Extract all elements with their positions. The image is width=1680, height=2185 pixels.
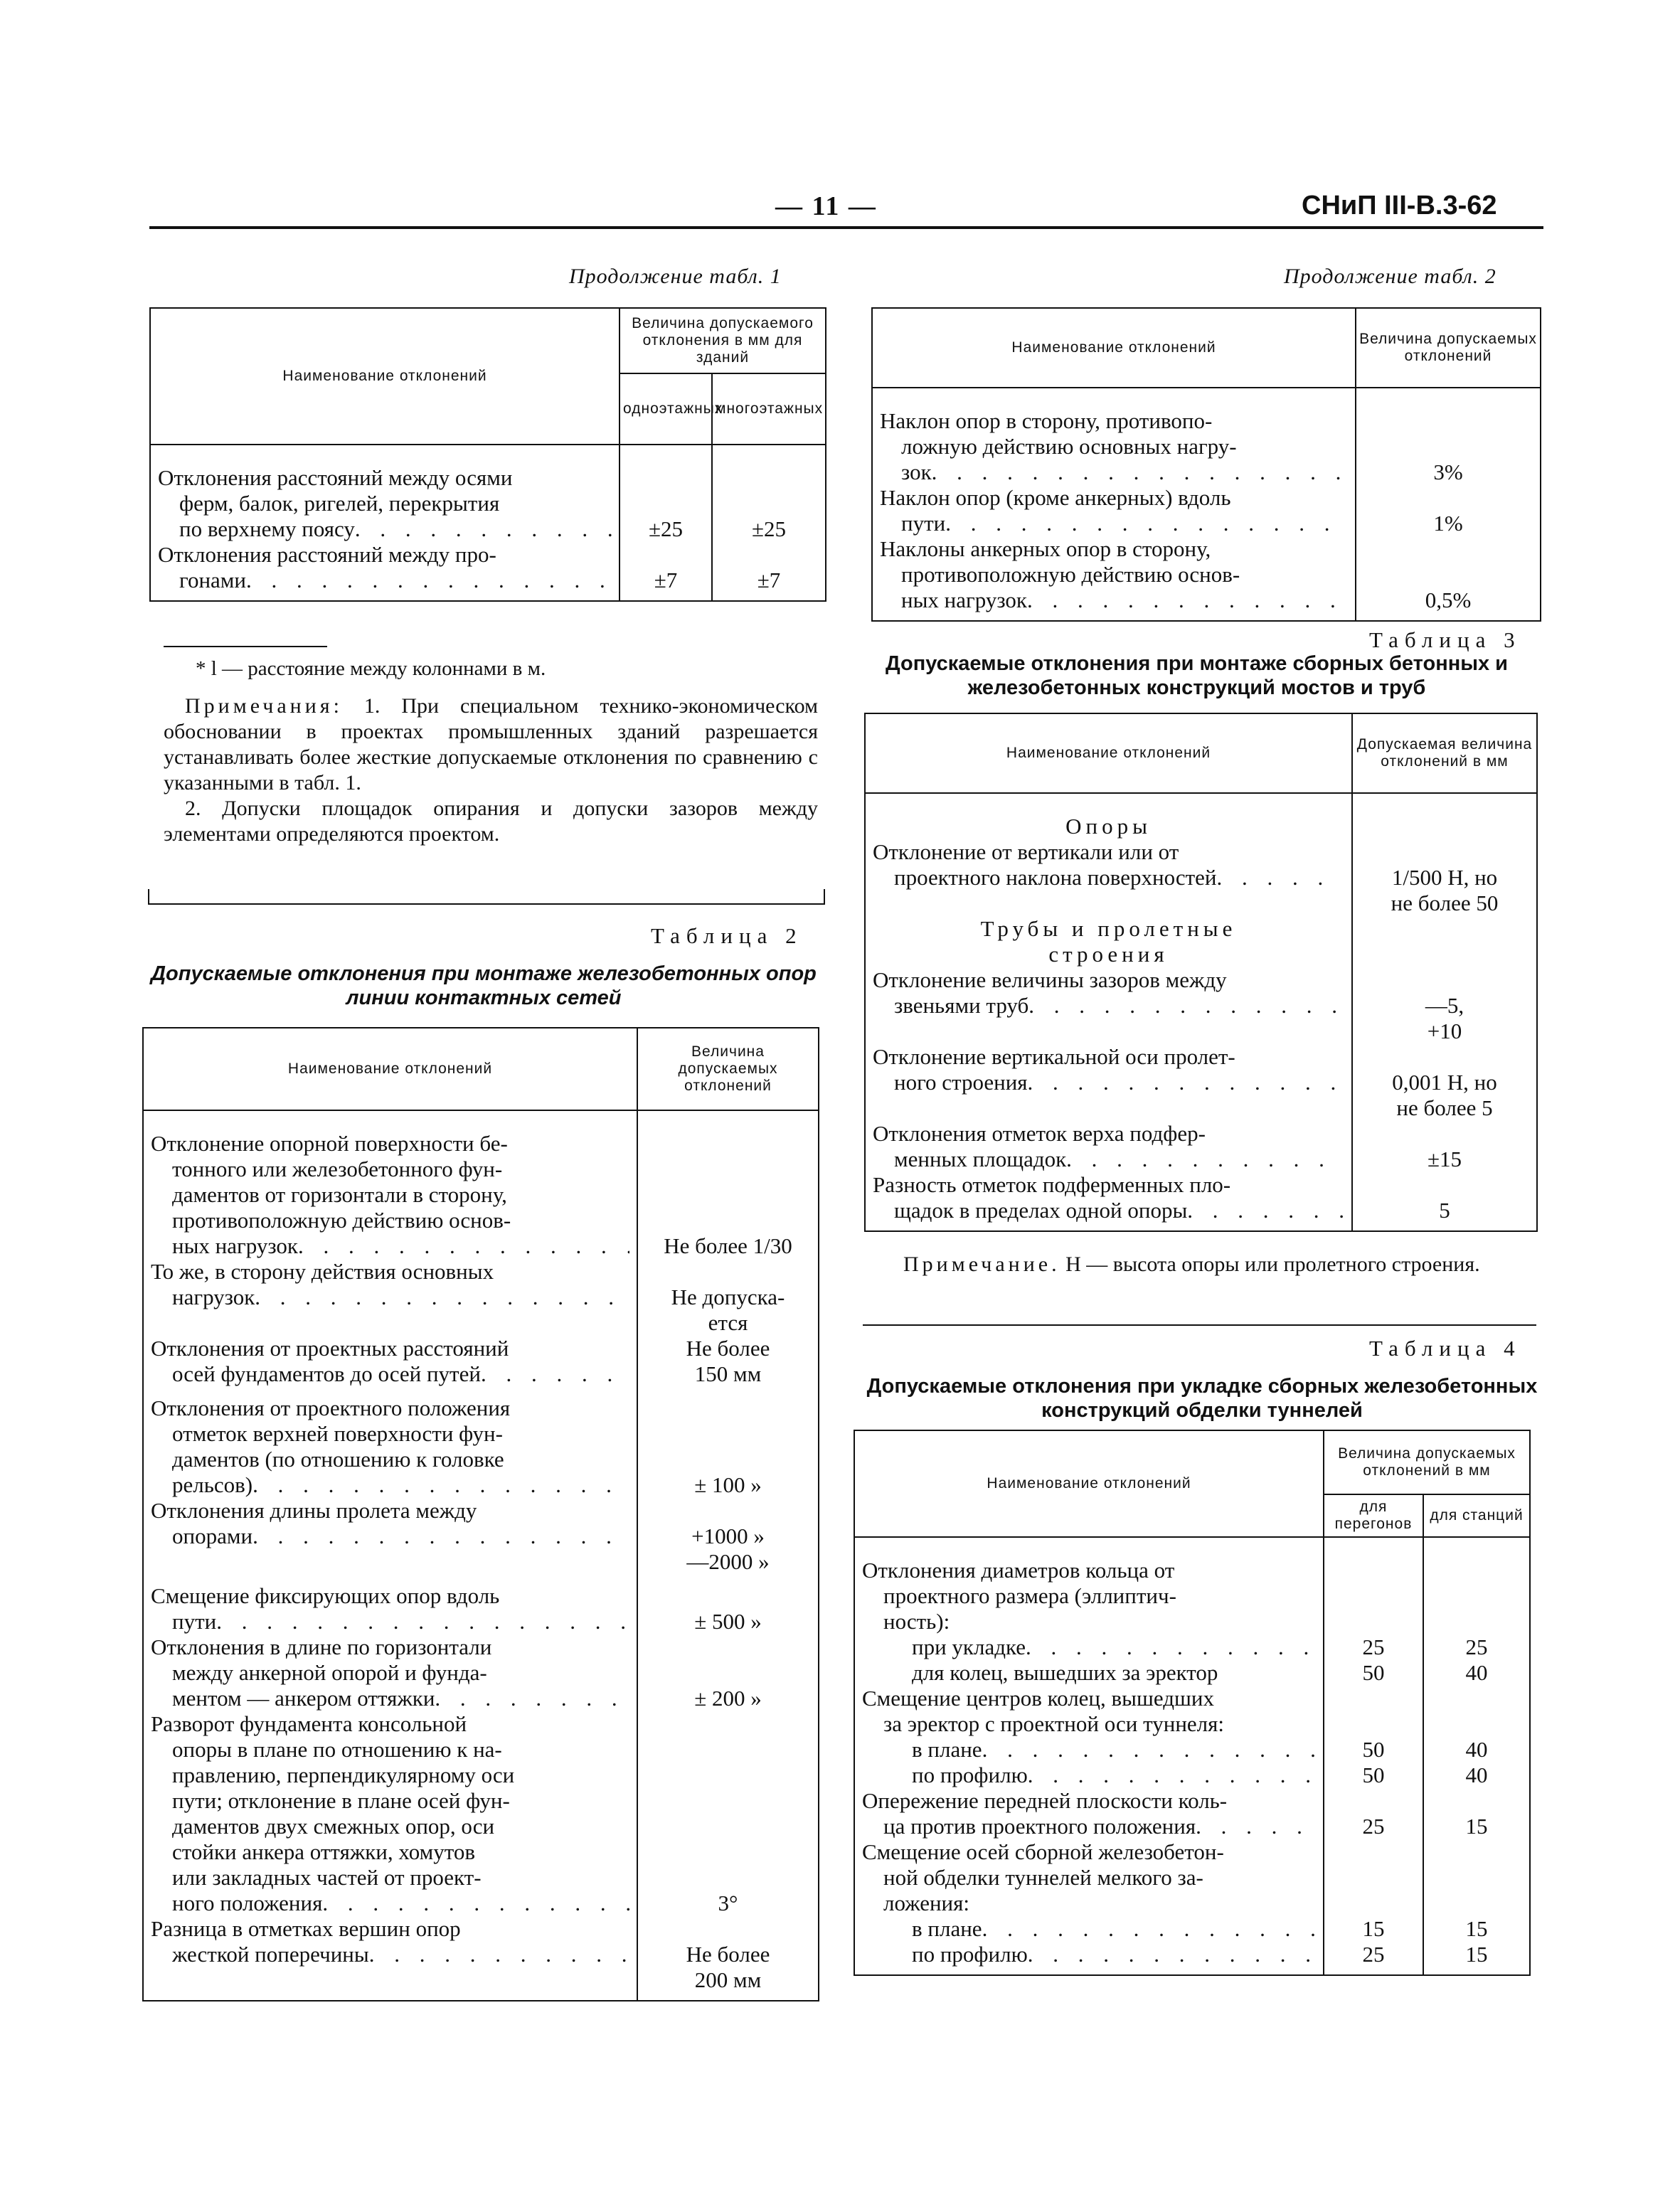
table1-value-single: ±25 [648,516,683,541]
table4-col-value: Величина допускаемых отклонений в мм [1324,1430,1530,1494]
table2-cont-row-line: ложную действию основных нагру- [901,434,1237,459]
table1-col-value: Величина допускаемого отклонения в мм для зданий [620,308,826,373]
table1 [149,307,826,602]
table2-row-line: даментов от горизонтали в сторону, [172,1182,507,1207]
table2-row-line [151,1524,629,1549]
table1-value-multi: ±25 [751,516,786,541]
table2-value: Не допуска- [671,1285,785,1309]
table2-row-line [151,1609,629,1634]
table1-row-line-text: по верхнему поясу [179,516,355,541]
table3-row-line-text: проектного наклона поверхностей [894,865,1217,890]
table2-cont-value: 1% [1433,511,1463,536]
table2-row-line-text: ментом — анкером оттяжки [172,1686,435,1711]
table4-value-perегон: 50 [1362,1660,1385,1685]
table3-col-value: Допускаемая величина отклонений в мм [1352,713,1537,793]
table2-row-line-text: опорами [172,1524,253,1548]
table2 [142,1027,819,2001]
table3-value: не более 50 [1391,891,1499,915]
table4-value-perегон: 15 [1362,1916,1385,1941]
table4-row-line: ложения: [883,1891,970,1915]
table2-cont-row-line: Наклон опор в сторону, противопо- [880,408,1213,433]
table2-value: +1000 » [691,1524,765,1548]
table3-row-line-text: звеньями труб [894,993,1029,1018]
table2-cont-row-line [880,588,1348,613]
table2-continuation: Продолжение табл. 2 [1284,265,1496,288]
table3-frame-bottom [863,1324,1536,1326]
table4-col-a: для перегонов [1324,1494,1423,1537]
table4-row-line-text: в плане [912,1916,982,1941]
table3-col-name: Наименование отклонений [865,713,1352,793]
dot-leader [945,511,1348,536]
table2-row-line: Отклонения длины пролета между [151,1498,477,1523]
footnote-rule [164,646,327,647]
dot-leader [1187,1198,1344,1223]
table4-value-perегон: 50 [1362,1737,1385,1762]
table1-frame-left [148,889,149,905]
table2-cont-value: 3% [1433,459,1463,484]
table3-row-line: Разность отметок подферменных пло- [873,1172,1231,1197]
table2-row-line: даментов (по отношению к головке [172,1447,504,1472]
table4-row-line [862,1737,1316,1763]
table1-row-line: ферм, балок, ригелей, перекрытия [179,491,500,516]
table4-row-line [862,1916,1316,1942]
table3-note-label: Примечание. [903,1253,1060,1276]
dot-leader [252,1472,629,1498]
table2-row-line: стойки анкера оттяжки, хомутов [172,1839,476,1864]
table4-label: Таблица 4 [1369,1336,1521,1361]
table2-value: ± 500 » [694,1609,762,1634]
dot-leader [246,568,612,593]
dot-leader [298,1233,629,1259]
table2-col-value: Величина допускаемых отклонений [637,1028,819,1110]
dot-leader [1066,1147,1344,1172]
document-code: СНиП III-В.3-62 [1302,191,1497,220]
table2-row-line-text: рельсов) [172,1472,253,1497]
table4-row-line: Смещение центров колец, вышедших [862,1686,1214,1711]
table2-cont-row-line: противоположную действию основ- [901,562,1240,587]
table4-value-station: 40 [1465,1660,1488,1685]
table4-row-line-text: в плане [912,1737,982,1762]
table4-row-line: за эректор с проектной оси туннеля: [883,1711,1225,1736]
table3-value: ±15 [1427,1147,1462,1171]
table2-cont-row-line-text: ных нагрузок [901,588,1027,612]
table1-frame-bottom [148,903,825,905]
table1-row-line [158,516,612,542]
table2-row-line [151,1285,629,1310]
table2-cont-value: 0,5% [1425,588,1472,612]
table2-row-line [151,1233,629,1259]
table3-row-line [873,993,1344,1019]
dot-leader [216,1609,629,1634]
table2-value: 3° [718,1891,738,1915]
dot-leader [1028,1763,1316,1788]
table3-note-text: H — высота опоры или пролетного строения. [1065,1253,1480,1276]
table2-cont-row-line [880,459,1348,485]
table2-row-line [151,1472,629,1498]
dot-leader [1028,1070,1344,1095]
table2-cont-row-line: Наклоны анкерных опор в сторону, [880,536,1211,561]
table2-row-line: Отклонения в длине по горизонтали [151,1634,492,1659]
table2-value: ± 100 » [694,1472,762,1497]
table2-cont-col-name: Наименование отклонений [872,308,1356,388]
table4-row-line [862,1942,1316,1967]
table3-section-supports: Опоры [1065,814,1152,839]
table2-value: —2000 » [686,1549,770,1574]
table3-row-line [873,1198,1344,1223]
dot-leader [982,1737,1316,1763]
dot-leader [481,1361,629,1387]
dot-leader [355,516,612,542]
table4-row-line-text: по профилю [912,1942,1028,1967]
table4-row-line-text: по профилю [912,1763,1028,1787]
table1-row-line: Отклонения расстояний между осями [158,465,513,490]
table3-section-spans: строения [1048,942,1169,967]
table4-value-perегон: 50 [1362,1763,1385,1787]
table4-row-line: ной обделки туннелей мелкого за- [883,1865,1203,1890]
table3-value: —5, [1425,993,1464,1018]
page-number: — 11 — [775,191,877,221]
table4-value-station: 40 [1465,1763,1488,1787]
table2-row-line [151,1361,629,1387]
dot-leader [1027,588,1348,613]
table2-row-line: правлению, перпендикулярному оси [172,1763,515,1787]
table2-value: ± 200 » [694,1686,762,1711]
table1-frame-right [824,889,825,905]
table2-row-line [151,1942,629,1967]
table2-row-line-text: пути [172,1609,217,1634]
table3-row-line-text: менных площадок [894,1147,1067,1171]
table2-row-line: пути; отклонение в плане осей фун- [172,1788,510,1813]
table1-row-line-text: гонами [179,568,246,592]
table3 [864,713,1538,1232]
table2-label: Таблица 2 [651,923,803,948]
table2-row-line: противоположную действию основ- [172,1208,511,1233]
table4-value-perегон: 25 [1362,1942,1385,1967]
table3-row-line [873,865,1344,891]
table1-col-single: одноэтажных [620,373,712,445]
table2-row-line-text: ных нагрузок [172,1233,298,1258]
table4-row-line: Опережение передней плоскости коль- [862,1788,1228,1813]
table3-value: 0,001 H, но [1392,1070,1497,1095]
dot-leader [1028,1942,1316,1967]
table3-title: Допускаемые отклонения при монтаже сборных бетонных и железобетонных конструкций мостов и труб [885,652,1509,699]
dot-leader [322,1891,629,1916]
table4-row-line [862,1763,1316,1788]
table2-row-line-text: жесткой поперечины [172,1942,369,1967]
header-rule [149,226,1543,229]
table2-row-line: Отклонения от проектного положения [151,1395,511,1420]
table2-row-line-text: нагрузок [172,1285,255,1309]
table2-row-line: или закладных частей от проект- [172,1865,482,1890]
table2-row-line: То же, в сторону действия основных [151,1259,494,1284]
table2-row-line [151,1891,629,1916]
table3-row-line [873,1070,1344,1095]
table4-col-b: для станций [1423,1494,1530,1537]
table3-row-line: Отклонение вертикальной оси пролет- [873,1044,1235,1069]
table2-cont-row-line [880,511,1348,536]
table2-row-line [151,1686,629,1711]
table1-value-single: ±7 [654,568,678,592]
table2-col-name: Наименование отклонений [143,1028,637,1110]
table4-value-perегон: 25 [1362,1634,1385,1659]
table2-value: Не более [686,1942,770,1967]
table3-value: 1/500 H, но [1391,865,1498,890]
table2-value: Не более 1/30 [664,1233,792,1258]
table2-row-line: Отклонения от проектных расстояний [151,1336,509,1361]
table1-footnote: * l — расстояние между колоннами в м. [196,657,546,680]
table4-row-line [862,1634,1316,1660]
table1-value-multi: ±7 [757,568,781,592]
table3-value: +10 [1427,1019,1462,1043]
table3-value: не более 5 [1396,1095,1493,1120]
table2-cont-col-value: Величина допускаемых отклонений [1356,308,1541,388]
table3-label: Таблица 3 [1369,627,1521,652]
dot-leader [932,459,1348,485]
table3-row-line: Отклонения отметок верха подфер- [873,1121,1206,1146]
table4-row-line-text: ца против проектного положения [883,1814,1196,1839]
table2-cont-row-line-text: зок [901,459,932,484]
table2-value: Не более [686,1336,770,1361]
dot-leader [435,1686,629,1711]
table4-value-station: 15 [1465,1942,1488,1967]
table4-value-perегон: 25 [1362,1814,1385,1839]
table2-row-line: Разница в отметках вершин опор [151,1916,461,1941]
table4-title: Допускаемые отклонения при укладке сборных железобетонных конструкций обделки туннелей [866,1375,1538,1422]
table4-value-station: 15 [1465,1916,1488,1941]
table1-col-name: Наименование отклонений [150,308,620,445]
table1-row-line: Отклонения расстояний между про- [158,542,496,567]
table4-row-line-text: при укладке [912,1634,1026,1659]
table2-cont-row-line-text: пути [901,511,946,536]
table2-row-line: опоры в плане по отношению к на- [172,1737,502,1762]
dot-leader [1217,865,1344,891]
table4-row-line [862,1814,1316,1839]
table1-row-line [158,568,612,593]
table4-row-line: ность): [883,1609,950,1634]
table3-section-pipes: Трубы и пролетные [980,916,1237,941]
table2-row-line: тонного или железобетонного фун- [172,1157,503,1181]
table2-row-line: Отклонение опорной поверхности бе- [151,1131,508,1156]
table3-row-line: Отклонение величины зазоров между [873,967,1227,992]
table3-note [875,1252,1529,1277]
table4-row-line: для колец, вышедших за эректор [912,1660,1218,1685]
table2-row-line: Смещение фиксирующих опор вдоль [151,1583,500,1608]
table3-row-line: Отклонение от вертикали или от [873,839,1179,864]
table4-value-station: 15 [1465,1814,1488,1839]
table1-col-multi: многоэтажных [712,373,826,445]
table4-row-line: Отклонения диаметров кольца от [862,1558,1175,1583]
table2-row-line: Разворот фундамента консольной [151,1711,467,1736]
table2-value: 200 мм [694,1967,762,1992]
table2-row-line: даментов двух смежных опор, оси [172,1814,495,1839]
dot-leader [252,1524,629,1549]
dot-leader [982,1916,1316,1942]
table2-row-line-text: ного положения [172,1891,323,1915]
table4-value-station: 25 [1465,1634,1488,1659]
table1-notes [164,693,818,847]
table2-row-line-text: осей фундаментов до осей путей [172,1361,481,1386]
table4-row-line: Смещение осей сборной железобетон- [862,1839,1224,1864]
dot-leader [255,1285,629,1310]
table3-row-line-text: щадок в пределах одной опоры [894,1198,1188,1223]
note-2: 2. Допуски площадок опирания и допуски зазоров между элементами определяются проектом. [164,797,818,846]
table4-value-station: 40 [1465,1737,1488,1762]
dot-leader [369,1942,629,1967]
table4-row-line: проектного размера (эллиптич- [883,1583,1176,1608]
table2-row-line: отметок верхней поверхности фун- [172,1421,503,1446]
dot-leader [1028,993,1344,1019]
table3-row-line [873,1147,1344,1172]
table2-cont-row-line: Наклон опор (кроме анкерных) вдоль [880,485,1231,510]
table2-row-line: между анкерной опорой и фунда- [172,1660,487,1685]
table4-col-name: Наименование отклонений [854,1430,1324,1537]
table3-row-line-text: ного строения [894,1070,1028,1095]
table2-cont [871,307,1541,622]
notes-label: Примечания: [185,694,343,718]
note-1: 1. При специальном технико-экономическом обосновании в проектах промышленных зданий разрешается устанавливать более жесткие допускаемые отклонения по сравнению с указанными в табл. 1. [164,694,818,794]
table2-title: Допускаемые отклонения при монтаже железобетонных опор линии контактных сетей [151,962,817,1009]
dot-leader [1026,1634,1316,1660]
table4 [854,1430,1531,1976]
table2-value: ется [708,1310,748,1335]
table1-continuation: Продолжение табл. 1 [569,265,782,288]
table3-value: 5 [1439,1198,1450,1223]
dot-leader [1196,1814,1316,1839]
table2-value: 150 мм [694,1361,762,1386]
